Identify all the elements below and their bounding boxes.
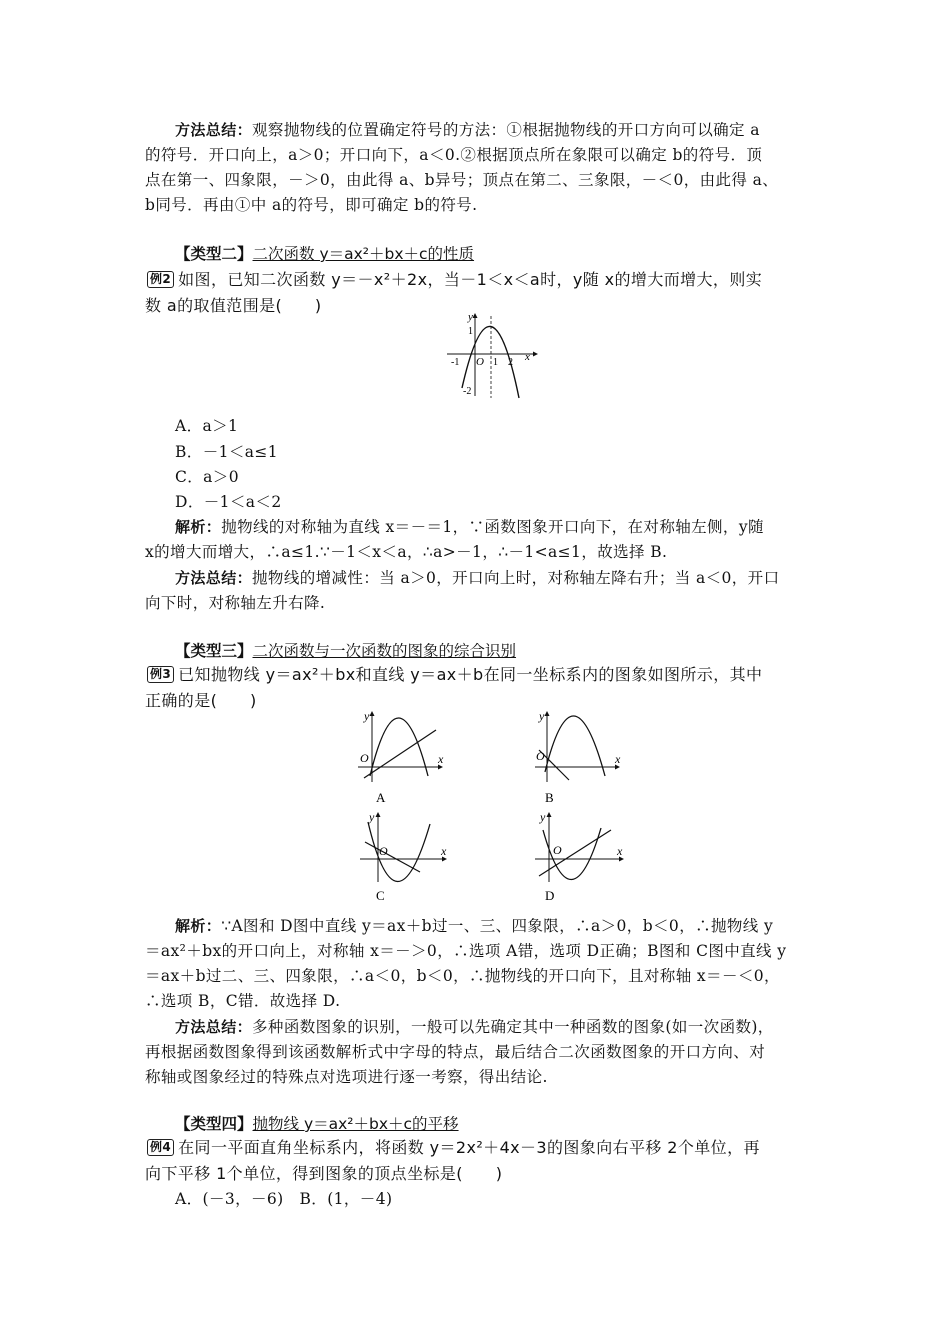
- parabola-curve: [543, 828, 601, 880]
- summary2-line2: 向下时，对称轴左升右降.: [145, 594, 326, 612]
- analysis2-line2: x的增大而增大，∴a≤1.∵－1＜x＜a，∴a>－1，∴－1<a≤1，故选择 B.: [145, 543, 668, 561]
- analysis3-line2: ＝ax²＋bx的开口向上，对称轴 x＝－＞0，∴选项 A错，选项 D正确；B图和 C图中直线 y: [145, 942, 787, 960]
- x-tick-2: 2: [508, 357, 513, 368]
- y-axis-arrow: [370, 711, 375, 716]
- analysis2-line1: 解析：抛物线的对称轴为直线 x＝－＝1，∵函数图象开口向下，在对称轴左侧，y随: [175, 518, 764, 536]
- x-axis-label: x: [617, 844, 623, 858]
- y-tick-1: 1: [468, 326, 473, 337]
- origin-label: O: [360, 751, 369, 765]
- analysis3-line1: 解析：∵A图和 D图中直线 y＝ax＋b过一、三、四象限，∴a＞0，b＜0，∴抛物线 y: [175, 917, 774, 935]
- y-axis-arrow: [545, 711, 550, 716]
- summary1-line4: b同号．再由①中 a的符号，即可确定 b的符号.: [145, 196, 478, 214]
- type2-heading: 【类型二】二次函数 y＝ax²＋bx＋c的性质: [175, 245, 475, 263]
- graph-label: C: [376, 888, 385, 903]
- line-curve: [365, 842, 420, 872]
- type4-heading: 【类型四】抛物线 y＝ax²＋bx＋c的平移: [175, 1115, 459, 1133]
- example4-options: A．(－3，－6) B．(1，－4): [175, 1190, 393, 1208]
- line-curve: [364, 730, 436, 778]
- x-axis-label: x: [615, 752, 621, 766]
- origin-label: O: [379, 844, 388, 858]
- example2-question-line1: 例2 如图，已知二次函数 y＝－x²＋2x，当－1＜x＜a时，y随 x的增大而增大，则实: [147, 267, 807, 292]
- x-axis-arrow: [533, 352, 538, 357]
- example-tag: 例3: [147, 666, 174, 683]
- x-axis-label: x: [441, 844, 447, 858]
- x-axis-label: x: [438, 752, 444, 766]
- graph-label: B: [545, 790, 554, 805]
- summary1-line2: 的符号．开口向上，a＞0；开口向下，a＜0.②根据顶点所在象限可以确定 b的符号．顶: [145, 146, 763, 164]
- y-axis-label: y: [364, 709, 370, 723]
- y-axis-arrow: [376, 812, 381, 817]
- origin-label: O: [536, 749, 545, 763]
- example3-question-line2: 正确的是( ): [145, 691, 257, 710]
- summary2-line1: 方法总结：抛物线的增减性：当 a＞0，开口向上时，对称轴左降右升；当 a＜0，开口: [175, 569, 780, 587]
- y-tick-neg2: -2: [463, 386, 472, 397]
- analysis3-line3: ＝ax＋b过二、三、四象限，∴a＜0，b＜0，∴抛物线的开口向下，且对称轴 x＝－＜0，: [145, 967, 780, 985]
- summary3-line3: 称轴或图象经过的特殊点对选项进行逐一考察，得出结论.: [145, 1068, 548, 1086]
- example4-question-line1: 例4 在同一平面直角坐标系内，将函数 y＝2x²＋4x－3的图象向右平移 2个单位，再: [147, 1135, 807, 1160]
- option-a: A．a＞1: [175, 417, 239, 435]
- graph-b: [535, 710, 625, 810]
- example-tag: 例2: [147, 271, 174, 288]
- type3-heading: 【类型三】二次函数与一次函数的图象的综合识别: [175, 642, 517, 660]
- y-axis-arrow: [547, 812, 552, 817]
- example4-question-line2: 向下平移 1个单位，得到图象的顶点坐标是( ): [145, 1164, 503, 1183]
- summary-label: 方法总结：: [175, 121, 253, 139]
- option-b: B．－1＜a≤1: [175, 443, 279, 461]
- graph-label: A: [376, 790, 386, 805]
- x-axis-label: x: [525, 351, 530, 363]
- y-axis-label: y: [539, 709, 545, 723]
- analysis3-line4: ∴选项 B，C错．故选择 D.: [145, 992, 341, 1010]
- example3-question-line1: 例3 已知抛物线 y＝ax²＋bx和直线 y＝ax＋b在同一坐标系内的图象如图所示，其中: [147, 662, 807, 687]
- graph-c: [360, 810, 455, 905]
- y-axis-arrow: [473, 313, 478, 318]
- option-d: D．－1＜a＜2: [175, 493, 282, 511]
- option-c: C．a＞0: [175, 468, 239, 486]
- summary1-line1: 方法总结：观察抛物线的位置确定符号的方法：①根据抛物线的开口方向可以确定 a: [175, 121, 760, 139]
- graph-a: [358, 710, 448, 810]
- x-tick-neg1: -1: [451, 357, 460, 368]
- example2-parabola-figure: [445, 310, 540, 400]
- summary3-line2: 再根据函数图象得到该函数解析式中字母的特点，最后结合二次函数图象的开口方向、对: [145, 1043, 766, 1061]
- graph-d: [535, 810, 630, 905]
- summary1-line3: 点在第一、四象限，－＞0，由此得 a、b异号；顶点在第二、三象限，－＜0，由此得 a、: [145, 171, 779, 189]
- y-axis-label: y: [468, 311, 473, 323]
- origin-label: O: [476, 356, 484, 368]
- x-tick-1: 1: [493, 357, 498, 368]
- example2-question-line2: 数 a的取值范围是( ): [145, 296, 322, 315]
- origin-label: O: [553, 843, 562, 857]
- example-tag: 例4: [147, 1139, 174, 1156]
- y-axis-label: y: [540, 810, 546, 824]
- summary3-line1: 方法总结：多种函数图象的识别，一般可以先确定其中一种函数的图象(如一次函数)，: [175, 1018, 774, 1036]
- graph-label: D: [545, 888, 555, 903]
- y-axis-label: y: [369, 810, 375, 824]
- parabola-curve: [368, 822, 430, 882]
